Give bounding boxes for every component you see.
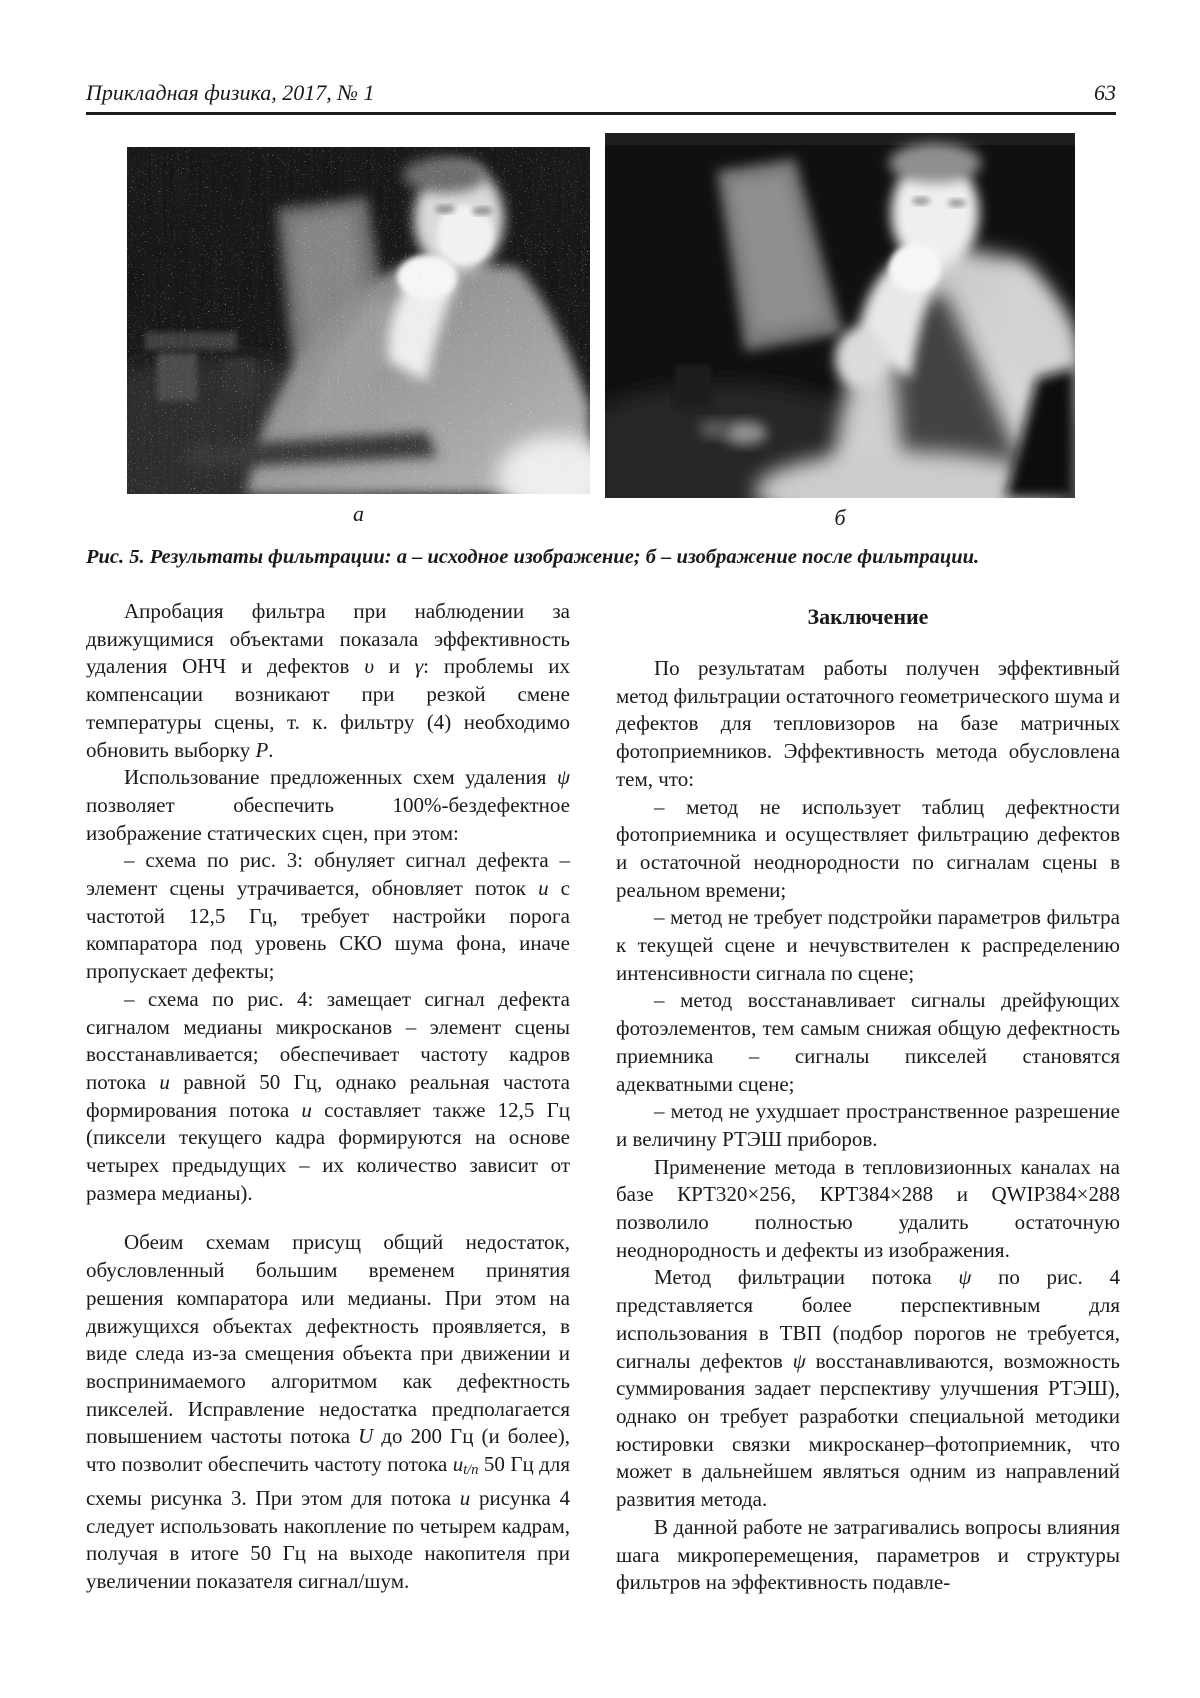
thermal-scene-filtered xyxy=(605,133,1075,498)
figure-panel-a xyxy=(127,147,590,527)
journal-title: Прикладная физика, 2017, № 1 xyxy=(86,80,375,105)
noise-speckle-overlay xyxy=(127,147,590,494)
paragraph: – метод восстанавливает сигналы дрейфующих фотоэлементов, тем самым снижая общую дефектность приемника – сигналы пикселей становятся адекватными сцене; xyxy=(616,988,1120,1096)
figure-label-a: а xyxy=(353,501,364,526)
page-header xyxy=(86,80,1116,106)
paragraph: – метод не ухудшает пространственное разрешение и величину РТЭШ приборов. xyxy=(616,1099,1120,1151)
paragraph: Применение метода в тепловизионных каналах на базе КРТ320×256, КРТ384×288 и QWIP384×288 позволило полностью удалить остаточную неоднородность и дефекты из изображения. xyxy=(616,1154,1120,1262)
paragraph: – метод не требует подстройки параметров фильтра к текущей сцене и нечувствителен к распределению интенсивности сигнала по сцене; xyxy=(616,905,1120,985)
paragraph: По результатам работы получен эффективный метод фильтрации остаточного геометрического шума и дефектов для тепловизоров на базе матричных фотоприемников. Эффективность метода обусловлена тем, что: xyxy=(616,656,1120,791)
paragraph: – метод не использует таблиц дефектности фотоприемника и осуществляет фильтрацию дефектов и остаточной неоднородности по сигналам сцены в реальном времени; xyxy=(616,794,1120,902)
article-body xyxy=(86,598,1120,1597)
page-number: 63 xyxy=(1094,80,1116,105)
paragraph: Обеим схемам присущ общий недостаток, обусловленный большим временем принятия решения компаратора или медианы. При этом на движущихся объектах дефектность проявляется, в виде следа из-за смещения объекта при движении и воспринимаемого алгоритмом как дефектность пикселей. Исправление недостатка предполагается повышением частоты потока U до 200 Гц (и более), что позволит обеспечить частоту потока $u_{t/n}$ 50 Гц для схемы рисунка 3. При этом для потока u рисунка 4 следует использовать накопление по четырем кадрам, получая в итоге 50 Гц на выходе накопителя при увеличении показателя сигнал/шум. xyxy=(86,1230,571,1594)
paragraph: В данной работе не затрагивались вопросы влияния шага микроперемещения, параметров и структуры фильтров на эффективность подавле- xyxy=(616,1514,1120,1595)
thermal-image-filtered xyxy=(605,133,1075,498)
thermal-scene-original xyxy=(127,147,590,494)
thermal-image-original xyxy=(127,147,590,494)
right-column xyxy=(616,598,1120,1597)
paragraph: – схема по рис. 3: обнуляет сигнал дефекта – элемент сцены утрачивается, обновляет поток u с частотой 12,5 Гц, требует настройки порога компаратора под уровень СКО шума фона, иначе пропускает дефекты; xyxy=(86,848,570,984)
paragraph: Апробация фильтра при наблюдении за движущимися объектами показала эффективность удаления ОНЧ и дефектов υ и γ: проблемы их компенсации возникают при резкой смене температуры сцены, т. к. фильтру (4) необходимо обновить выборку P. xyxy=(86,599,571,762)
section-heading-conclusion: Заключение xyxy=(807,604,929,629)
figure-panel-b xyxy=(605,133,1075,531)
paragraph: Использование предложенных схем удаления ψ позволяет обеспечить 100%-бездефектное изображение статических сцен, при этом: xyxy=(86,765,570,845)
figure-caption: Рис. 5. Результаты фильтрации: а – исходное изображение; б – изображение после фильтрации. xyxy=(86,546,980,568)
header-rule xyxy=(86,112,1116,115)
paragraph: Метод фильтрации потока ψ по рис. 4 представляется более перспективным для использования в ТВП (подбор порогов не требуется, сигналы дефектов ψ восстанавливаются, возможность суммирования задает перспективу улучшения РТЭШ), однако он требует разработки специальной методики юстировки связки микросканер–фотоприемник, что может в дальнейшем являться одним из направлений развития метода. xyxy=(616,1265,1120,1512)
figure-label-b: б xyxy=(834,505,846,530)
paragraph: – схема по рис. 4: замещает сигнал дефекта сигналом медианы микросканов – элемент сцены восстанавливается; обеспечивает частоту кадров потока u равной 50 Гц, однако реальная частота формирования потока u составляет также 12,5 Гц (пиксели текущего кадра формируются на основе четырех предыдущих – их количество зависит от размера медианы). xyxy=(86,986,570,1205)
figure-5 xyxy=(127,133,1075,531)
left-column xyxy=(86,598,570,1597)
